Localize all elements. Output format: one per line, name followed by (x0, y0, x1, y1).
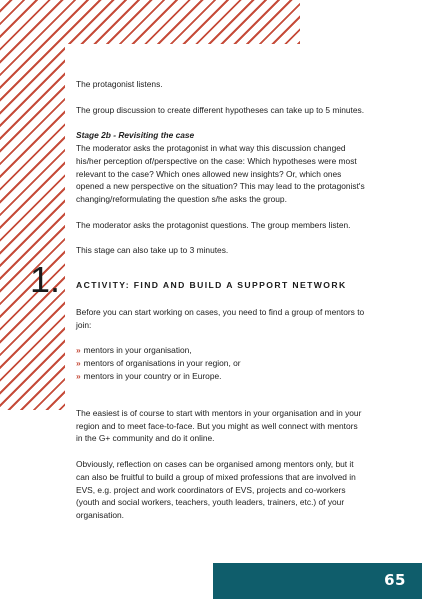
activity-title: ACTIVITY: FIND AND BUILD A SUPPORT NETWORK (76, 280, 347, 290)
activity-body (76, 306, 366, 535)
list-item: » mentors of organisations in your region, or (76, 358, 241, 369)
paragraph-stage-duration: This stage can also take up to 3 minutes. (76, 245, 229, 256)
top-section (76, 78, 366, 270)
paragraph-group-discussion: The group discussion to create different hypotheses can take up to 5 minutes. (76, 104, 365, 115)
paragraph-moderator-questions: The moderator asks the protagonist questions. The group members listen. (76, 219, 351, 230)
list-item: » mentors in your country or in Europe. (76, 370, 222, 381)
stage-heading: Stage 2b - Revisiting the case (76, 130, 195, 141)
paragraph-moderator-asks: The moderator asks the protagonist in what way this discussion changed his/her perception of/perspective on the case: Which hypotheses were most relevant to the case? Which ones allowed new insights? Or, which ones opened a new perspective on the situation? This may lead to the protagonist's changing/reformulating the question s/he asks the group. (76, 142, 365, 205)
bullet-marker: » (76, 358, 81, 369)
paragraph-easiest: The easiest is of course to start with mentors in your organisation and in your region and to meet face-to-face. But you might as well connect with mentors in the G+ community and do it online. (76, 407, 362, 444)
bullet-marker: » (76, 370, 81, 381)
mentor-list (76, 344, 366, 382)
activity-intro: Before you can start working on cases, you need to find a group of mentors to join: (76, 307, 365, 330)
page-number: 65 (384, 571, 406, 589)
paragraph-protagonist-listens: The protagonist listens. (76, 79, 163, 89)
paragraph-obviously: Obviously, reflection on cases can be organised among mentors only, but it can also be fruitful to build a group of mixed professions that are involved in EVS, e.g. project and work coordinators of EVS, projects and co-workers (youth and social workers, teachers, youth leaders, trainers, etc.) of your organisation. (76, 458, 356, 521)
list-item: » mentors in your organisation, (76, 345, 192, 356)
footer-bar (213, 563, 422, 599)
activity-number: 1. (30, 259, 61, 300)
bullet-marker: » (76, 345, 81, 356)
